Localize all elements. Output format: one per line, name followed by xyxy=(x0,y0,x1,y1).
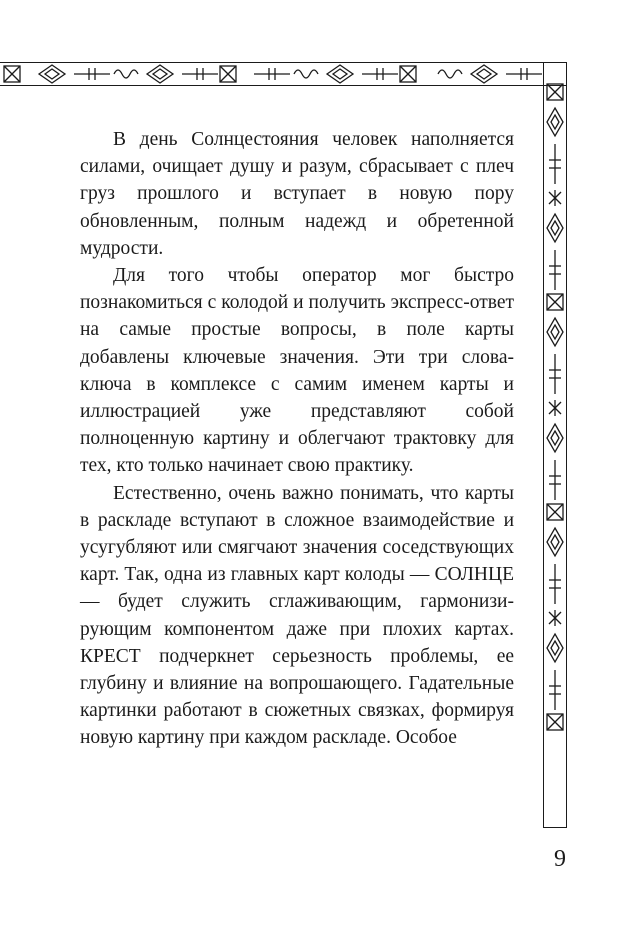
page-number: 9 xyxy=(554,846,566,872)
paragraph-2: Для того чтобы оператор мог быстро познакомиться с колодой и получить экспресс-ответ на самые простые вопросы, в поле карты добавлены ключевые значения. Эти три слова-ключа в комплексе с самим именем карты и иллюстрацией уже представляют собой полноценную картину и облегчают трактовку для тех, кто только начинает свою практику. xyxy=(80,265,514,477)
body-text xyxy=(80,126,514,752)
paragraph-1: В день Солнцестояния человек наполняется силами, очищает душу и разум, сбрасывает с плеч груз прошлого и вступает в новую пору обновленным, полным надежд и обретенной мудрости. xyxy=(80,129,514,259)
paragraph-3: Естественно, очень важно понимать, что карты в раскладе вступают в сложное взаимодействие и усугубляют или смягчают значения соседствующих карт. Так, одна из главных карт колоды — СОЛНЦЕ — будет служить сглаживающим, гармонизирующим компонентом даже при плохих картах. КРЕСТ подчеркнет серьезность проблемы, ее глубину и влияние на вопрошающего. Гадательные картинки работают в сюжетных связках, формируя новую картину при каждом раскладе. Особое xyxy=(80,482,514,749)
